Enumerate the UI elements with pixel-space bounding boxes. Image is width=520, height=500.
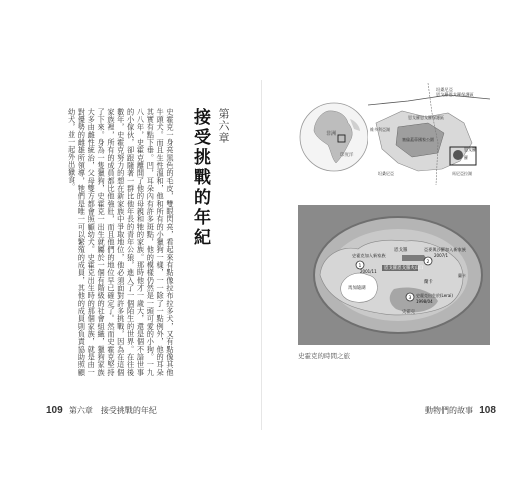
map-label-mid-right: 亞麥與沙羅加入新家族: [424, 247, 466, 252]
inset-label-top2: 恩戈羅恩戈羅保護區: [436, 92, 474, 97]
map-label-forest: 史霍克: [402, 310, 416, 315]
inset-label-d: 維多利亞湖: [370, 127, 390, 132]
left-page-number: 109: [46, 405, 63, 416]
map-figure: [298, 83, 490, 373]
inset-label-a: 恩戈羅恩戈羅保護區: [408, 115, 444, 120]
map-label-birth-date: 1998/04: [416, 299, 433, 304]
right-running-head: 動物們的故事: [425, 406, 473, 415]
map-label-birth: 史霍克出生於(Lerai): [416, 293, 453, 298]
inset-label-top: 坦桑尼亞: [436, 87, 453, 92]
right-page-number: 108: [479, 405, 496, 416]
inset-label-b: 塞倫蓋蒂國家公園: [402, 137, 434, 142]
map-label-mid-left: 史霍克加入新家族: [352, 253, 386, 258]
body-text: 史霍克一身亮黑色的毛皮，雙眼閃亮，看起來有點像拉布拉多犬，又有點像其他牛頭犬。而且生性溫和，他和所有的小獵狗一樣，一一除了一點例外，他的耳朵其實有點下垂。凹，耳朵內有許多斑點，他的模樣仍然是一頭可愛的小狗。一九八八年，史霍克離開了他的母親和牠的家族。那時他才一歲大，還是個不諳世事的小傢伙，卻跟隨著一群比他年長的青年公狼，進入了一個陌生的世界。在往後數年，史霍克努力的想在新家族中爭取地位，他必須面對許多挑戰，因為在這個家族裡，所有的成員都比他強壯，而且他們的地位早已確定了。然而史霍克堅持了下來。身為一隻獵狗，史霍克一出生就屬於一個有階級的社會組織，獵狗家族大多由雌性統治，父母雙方都會照顧幼犬。史霍克出生時的那個家族，就是由一對優勢的雌雄所領導，牠們是唯一可以繁殖的成員，其他的成員則負責協助照顧幼犬，並一起外出獵食。: [67, 108, 175, 376]
map-label-mid-left-date: 2001/11: [360, 269, 377, 274]
svg-text:1: 1: [358, 264, 362, 269]
map-label-mid-right-date: 2007/1: [434, 253, 449, 258]
inset-label-f: 恩戈羅: [464, 147, 476, 152]
inset-label-e: 馬尼亞拉湖: [452, 171, 472, 176]
map-label-center2: 蘭卡: [424, 280, 433, 285]
left-running-head: 第六章 接受挑戰的年紀: [68, 406, 157, 415]
inset-region-map: [368, 83, 490, 185]
inset-label-g: 羅: [464, 155, 468, 160]
globe-label-ocean: 印度洋: [340, 153, 354, 158]
globe-map: [298, 101, 370, 173]
map-label-lake: 馬加迪湖: [348, 286, 366, 291]
svg-text:3: 3: [408, 296, 412, 301]
map-caption: 史霍克的時間之旅: [298, 352, 350, 360]
crater-map: [298, 205, 490, 345]
map-label-right-mid: 蘭卡: [458, 273, 466, 278]
inset-label-c: 坦桑尼亞: [378, 171, 394, 176]
map-label-top: 恩戈羅: [394, 248, 408, 253]
right-folio: [425, 405, 496, 416]
map-label-center1: 恩戈羅恩戈羅火山口: [384, 266, 424, 271]
left-folio: [46, 405, 157, 416]
chapter-title: 接受挑戰的年紀: [190, 108, 210, 248]
chapter-label: 第六章: [217, 108, 230, 144]
globe-label-africa: 非洲: [326, 131, 337, 137]
svg-text:2: 2: [426, 260, 430, 265]
